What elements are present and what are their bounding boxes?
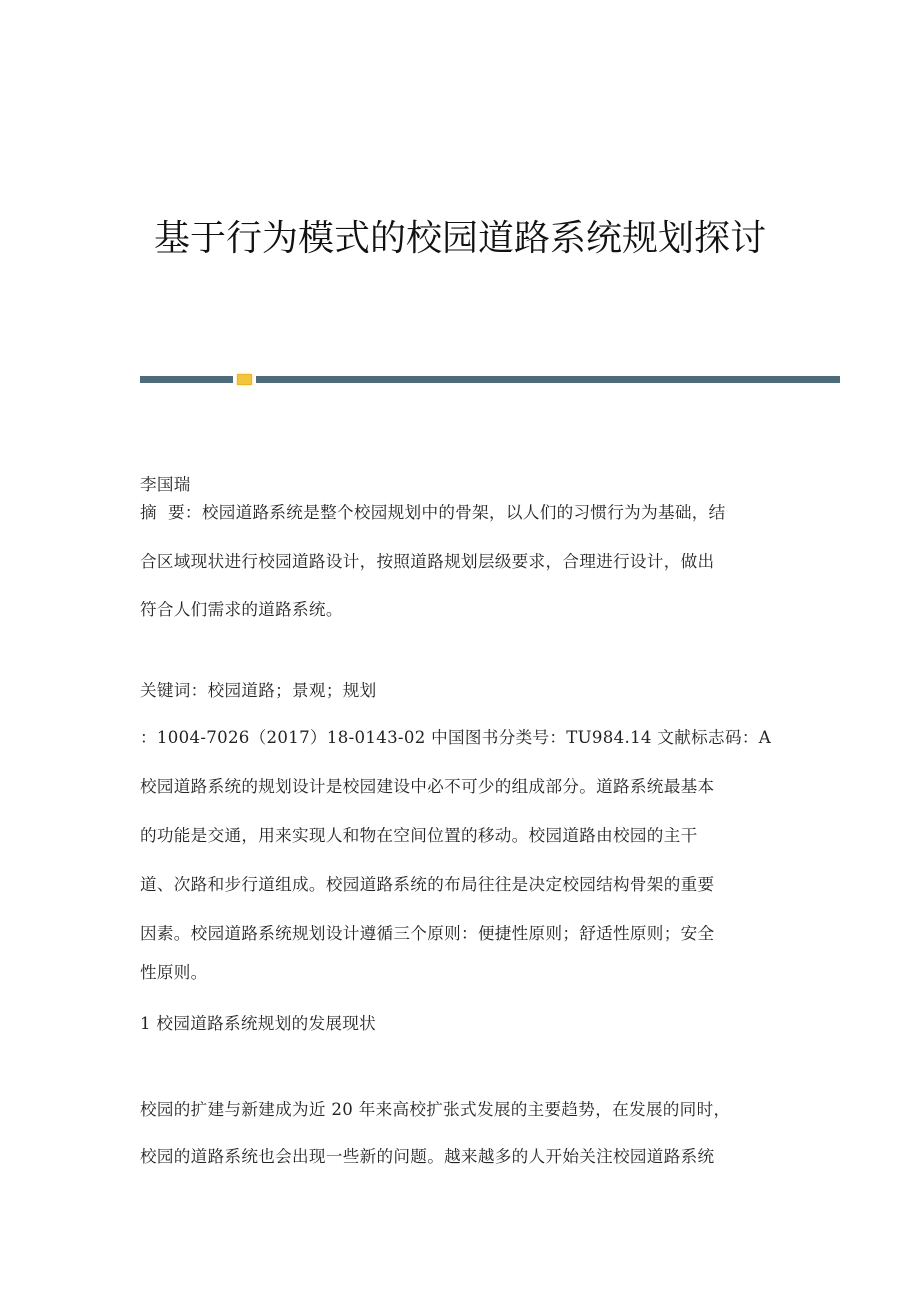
keywords: 关键词：校园道路；景观；规划 bbox=[140, 681, 377, 700]
abstract-line: 摘 要：校园道路系统是整个校园规划中的骨架，以人们的习惯行为为基础，结 bbox=[140, 503, 726, 522]
divider-left bbox=[140, 376, 233, 383]
title-text: 基于行为模式的校园道路系统规划探讨 bbox=[153, 218, 766, 259]
body-line: 道、次路和步行道组成。校园道路系统的布局往往是决定校园结构骨架的重要 bbox=[140, 875, 715, 894]
document-title bbox=[0, 214, 920, 264]
body-line: 的功能是交通，用来实现人和物在空间位置的移动。校园道路由校园的主干 bbox=[140, 826, 698, 845]
body-line: 校园道路系统的规划设计是校园建设中必不可少的组成部分。道路系统最基本 bbox=[140, 777, 715, 796]
classification-line: ：1004-7026（2017）18-0143-02 中国图书分类号：TU984.14 文献标志码：A bbox=[140, 728, 772, 747]
section-heading: 1 校园道路系统规划的发展现状 bbox=[140, 1014, 377, 1033]
abstract-line: 合区域现状进行校园道路设计，按照道路规划层级要求，合理进行设计，做出 bbox=[140, 552, 715, 571]
divider-right bbox=[256, 376, 840, 383]
body-line: 因素。校园道路系统规划设计遵循三个原则：便捷性原则；舒适性原则；安全 bbox=[140, 924, 715, 943]
body-line: 校园的扩建与新建成为近 20 年来高校扩张式发展的主要趋势，在发展的同时， bbox=[140, 1100, 731, 1119]
divider-ornament-icon bbox=[237, 374, 252, 385]
author: 李国瑞 bbox=[140, 475, 191, 494]
body-line: 性原则。 bbox=[140, 963, 208, 982]
abstract-line: 符合人们需求的道路系统。 bbox=[140, 600, 343, 619]
body-line: 校园的道路系统也会出现一些新的问题。越来越多的人开始关注校园道路系统 bbox=[140, 1147, 715, 1166]
